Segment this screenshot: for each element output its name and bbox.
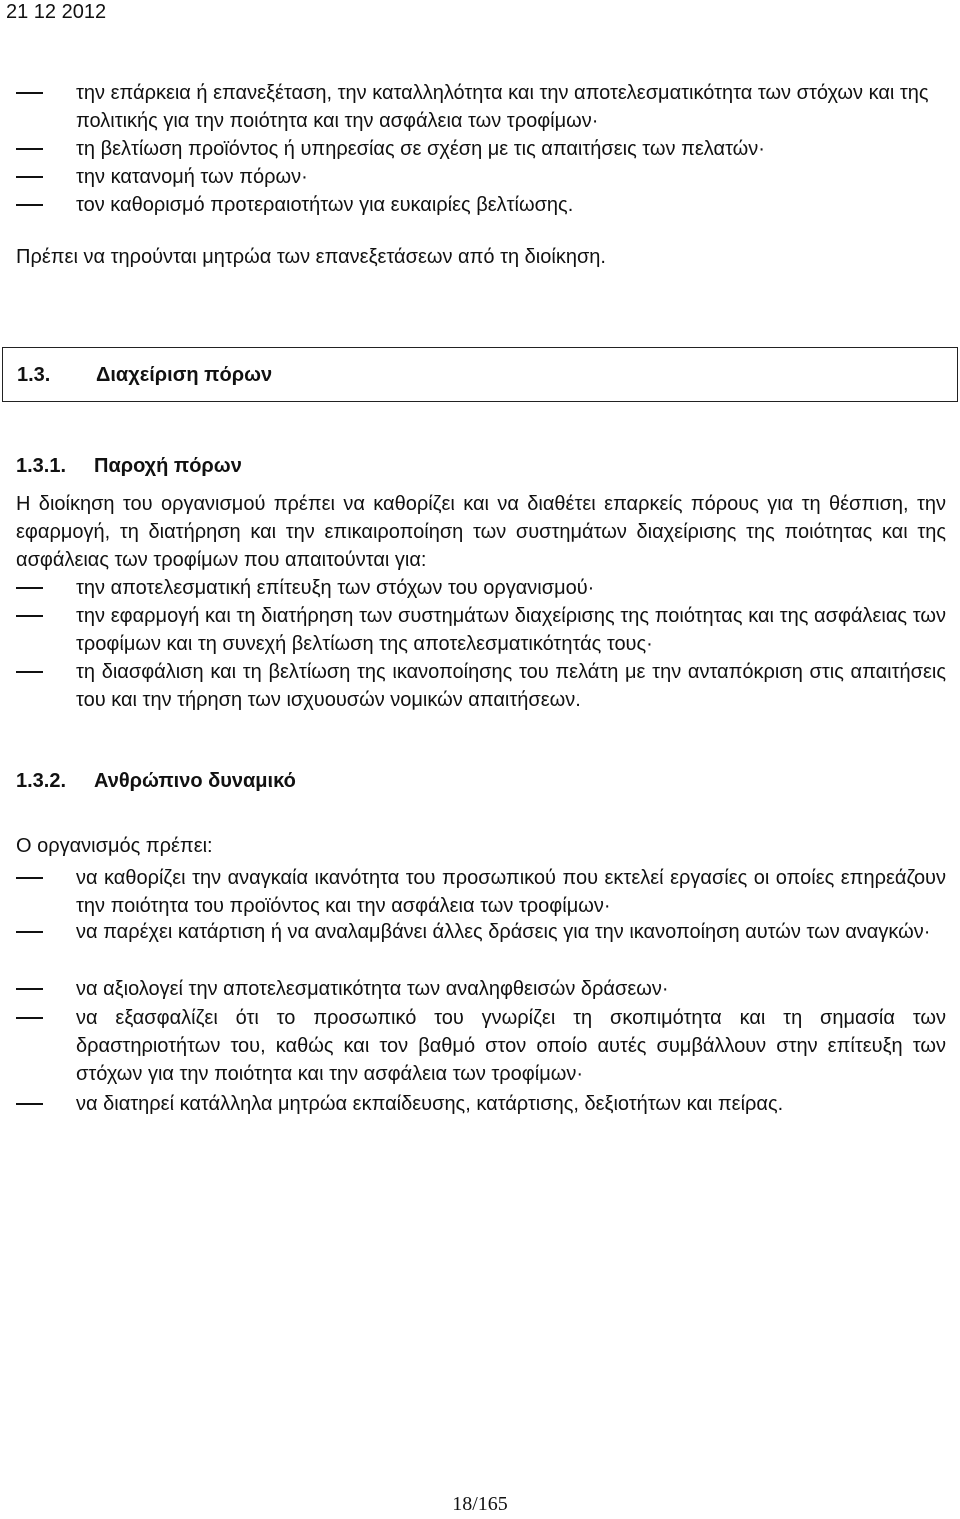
list-item (16, 79, 946, 135)
list-item (16, 135, 946, 163)
dash-bullet-icon (16, 1017, 43, 1019)
list-item-text: να εξασφαλίζει ότι το προσωπικό του γνωρίζει τη σκοπιμότητα και τη σημασία των δραστηριοτήτων του, καθώς και τον βαθμό στον οποίο αυτές συμβάλλουν στην επίτευξη των στόχων για την ποιότητα και την ασφάλεια των τροφίμων· (76, 1007, 946, 1085)
list-item-text: τον καθορισμό προτεραιοτήτων για ευκαιρίες βελτίωσης. (76, 194, 574, 216)
dash-bullet-icon (16, 931, 43, 933)
dash-bullet-icon (16, 1103, 43, 1105)
dash-bullet-icon (16, 615, 43, 617)
list-item (16, 918, 946, 946)
list-item (16, 975, 946, 1003)
list-item-text: να καθορίζει την αναγκαία ικανότητα του προσωπικού που εκτελεί εργασίες οι οποίες επηρεάζουν την ποιότητα του προϊόντος και την ασφάλεια των τροφίμων· (76, 867, 946, 917)
list-item-text: να αξιολογεί την αποτελεσματικότητα των αναληφθεισών δράσεων· (76, 978, 669, 1000)
list-item (16, 163, 946, 191)
list-item-text: την επάρκεια ή επανεξέταση, την καταλληλότητα και την αποτελεσματικότητα των στόχων και της πολιτικής για την ποιότητα και την ασφάλεια των τροφίμων· (76, 82, 929, 132)
dash-bullet-icon (16, 204, 43, 206)
subsection-number: 1.3.2. (16, 770, 67, 792)
list-item (16, 191, 946, 219)
resources-intro: Η διοίκηση του οργανισμού πρέπει να καθορίζει και να διαθέτει επαρκείς πόρους για τη θέσπιση, την εφαρμογή, τη διατήρηση και την επικαιροποίηση των συστημάτων διαχείρισης της ποιότητας και της ασφάλειας των τροφίμων που απαιτούνται για: (16, 493, 946, 571)
page-number: 18/165 (452, 1493, 508, 1515)
list-item-text: να παρέχει κατάρτιση ή να αναλαμβάνει άλλες δράσεις για την ικανοποίηση αυτών των αναγκών· (76, 921, 931, 943)
subsection-number: 1.3.1. (16, 455, 67, 477)
dash-bullet-icon (16, 92, 43, 94)
list-item-text: να διατηρεί κατάλληλα μητρώα εκπαίδευσης, κατάρτισης, δεξιοτήτων και πείρας. (76, 1093, 784, 1115)
subsection-title: Ανθρώπινο δυναμικό (94, 770, 296, 792)
subsection-heading (16, 452, 242, 480)
dash-bullet-icon (16, 671, 43, 673)
subsection-title: Παροχή πόρων (94, 455, 242, 477)
list-item-text: την αποτελεσματική επίτευξη των στόχων του οργανισμού· (76, 577, 595, 599)
personnel-intro: Ο οργανισμός πρέπει: (16, 835, 213, 857)
dash-bullet-icon (16, 988, 43, 990)
list-item (16, 864, 946, 920)
list-item (16, 602, 946, 658)
records-note: Πρέπει να τηρούνται μητρώα των επανεξετάσεων από τη διοίκηση. (16, 246, 606, 268)
list-item (16, 574, 946, 602)
list-item-text: τη βελτίωση προϊόντος ή υπηρεσίας σε σχέση με τις απαιτήσεις των πελατών· (76, 138, 765, 160)
list-item (16, 658, 946, 714)
list-item-text: την εφαρμογή και τη διατήρηση των συστημάτων διαχείρισης της ποιότητας και της ασφάλειας των τροφίμων και τη συνεχή βελτίωση της αποτελεσματικότητάς τους· (76, 605, 946, 655)
list-item-text: την κατανομή των πόρων· (76, 166, 308, 188)
dash-bullet-icon (16, 148, 43, 150)
list-item-text: τη διασφάλιση και τη βελτίωση της ικανοποίησης του πελάτη με την ανταπόκριση στις απαιτήσεις του και την τήρηση των ισχυουσών νομικών απαιτήσεων. (76, 661, 946, 711)
document-date: 21 12 2012 (6, 1, 107, 23)
list-item (16, 1004, 946, 1088)
section-title: Διαχείριση πόρων (96, 364, 273, 386)
dash-bullet-icon (16, 877, 43, 879)
list-item (16, 1090, 946, 1118)
subsection-heading (16, 767, 296, 795)
section-number: 1.3. (17, 364, 51, 386)
dash-bullet-icon (16, 587, 43, 589)
dash-bullet-icon (16, 176, 43, 178)
section-heading-box (2, 347, 958, 402)
